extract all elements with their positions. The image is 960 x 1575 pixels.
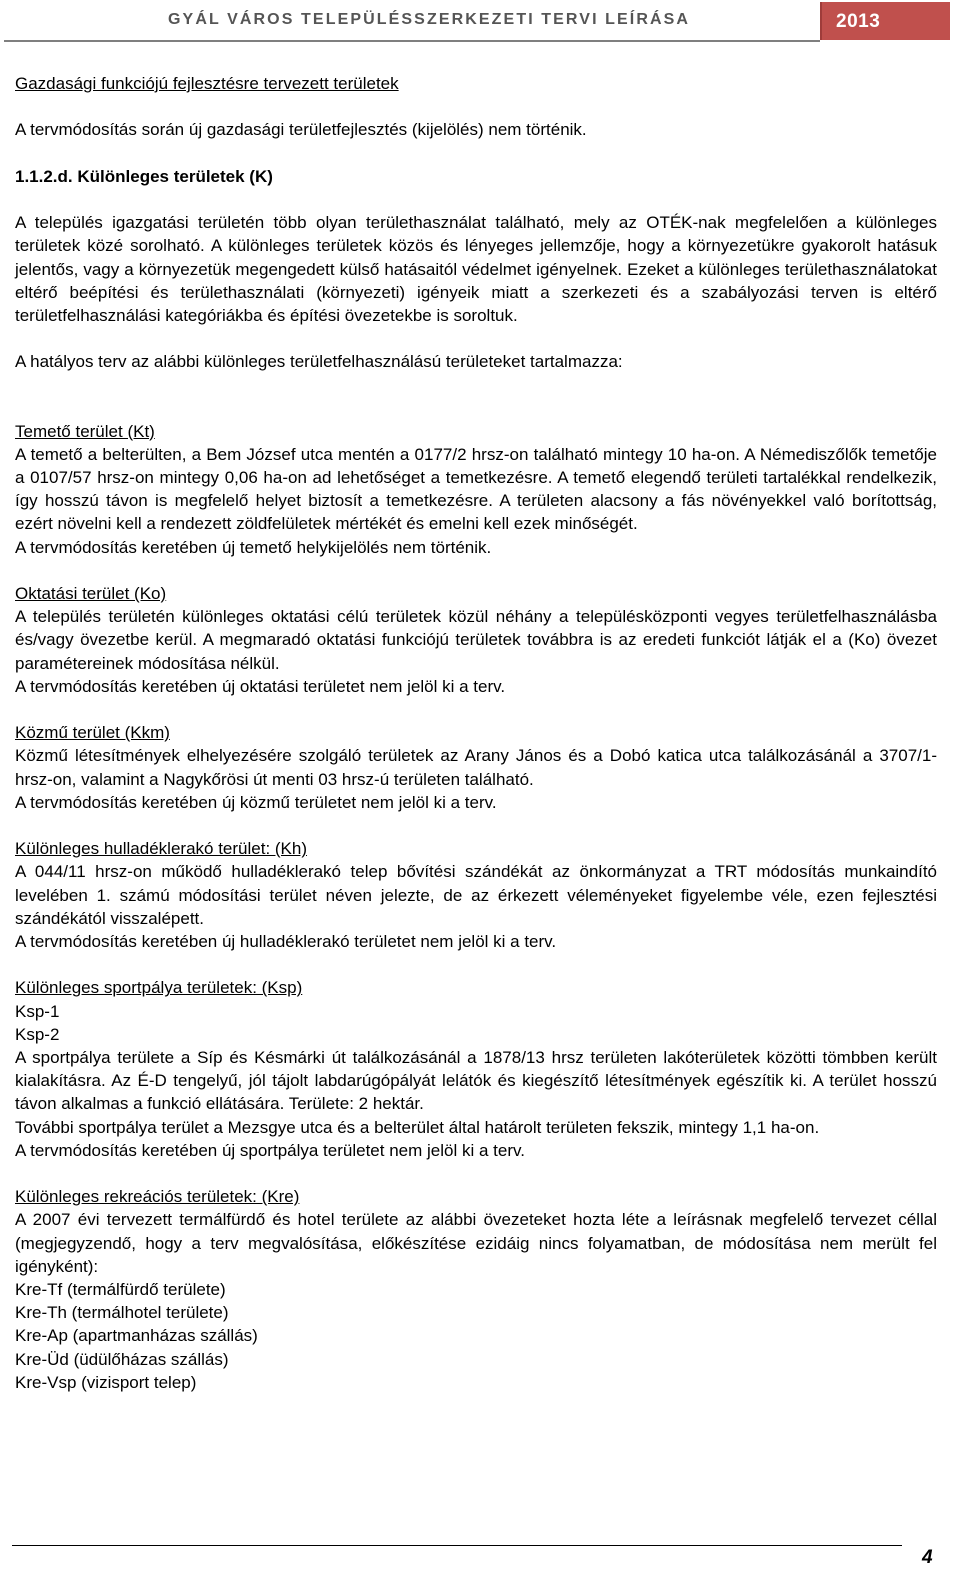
note-temeto: A tervmódosítás keretében új temető helykijelölés nem történik.	[15, 537, 492, 557]
page-number: 4	[922, 1547, 933, 1568]
document-title: GYÁL VÁROS TELEPÜLÉSSZERKEZETI TERVI LEÍRÁSA	[168, 11, 691, 28]
year-label: 2013	[836, 11, 881, 32]
list-item: Kre-Üd (üdülőházas szállás)	[15, 1349, 229, 1369]
paragraph-sport-2: További sportpálya terület a Mezsgye utca és a belterület által határolt területen fekszik, mintegy 1,1 ha-on.	[15, 1117, 820, 1137]
page-header	[0, 0, 960, 44]
paragraph-rekreacios: A 2007 évi tervezett termálfürdő és hotel területe az alábbi övezeteket hozta léte a leírásnak megfelelő tervezet céllal (megjegyzendő, hogy a terv megvalósítása, előkészítése ezidáig nincs folyamatban, de módosítása nem merült fel igényként):	[15, 1210, 937, 1276]
list-item: Kre-Ap (apartmanházas szállás)	[15, 1326, 258, 1346]
list-item: Ksp-2	[15, 1024, 60, 1044]
section-heading-kulonleges: 1.1.2.d. Különleges területek (K)	[15, 166, 273, 186]
list-item: Ksp-1	[15, 1001, 60, 1021]
section-heading-oktatasi: Oktatási terület (Ko)	[15, 583, 167, 603]
note-kozmu: A tervmódosítás keretében új közmű területet nem jelöl ki a terv.	[15, 792, 497, 812]
paragraph-kozmu: Közmű létesítmények elhelyezésére szolgáló területek az Arany János és a Dobó katica utca találkozásánál a 3707/1-hrsz-on, valamint a Nagykőrösi út menti 03 hrsz-ú területen található.	[15, 746, 937, 789]
paragraph-hatalyos-terv: A hatályos terv az alábbi különleges területfelhasználású területeket tartalmazza:	[15, 352, 623, 372]
section-heading-sport: Különleges sportpálya területek: (Ksp)	[15, 978, 303, 998]
section-heading-temeto: Temető terület (Kt)	[15, 421, 155, 441]
section-heading-rekreacios: Különleges rekreációs területek: (Kre)	[15, 1187, 300, 1207]
list-item: Kre-Tf (termálfürdő területe)	[15, 1280, 226, 1300]
note-oktatasi: A tervmódosítás keretében új oktatási területet nem jelöl ki a terv.	[15, 676, 506, 696]
header-rule	[4, 40, 820, 42]
paragraph-sport: A sportpálya területe a Síp és Késmárki út találkozásánál a 1878/13 hrsz területen lakóterületek közötti tömbben került kialakításra. Az É-D tengelyű, jól tájolt labdarúgópályát lelátók és kiegészítő létesítmények egészítik ki. A terület hosszú távon alkalmas a funkció ellátására. Területe: 2 hektár.	[15, 1048, 937, 1114]
paragraph-temeto: A temető a belterülten, a Bem József utca mentén a 0177/2 hrsz-on található mintegy 10 ha-on. A Némediszőlők temetője a 0107/57 hrsz-on mintegy 0,06 ha-on ad lehetőséget a temetkezésre. A temető elegendő területi tartalékkal rendelkezik, így hosszú távon is megfelelő helyet biztosít a temetkezésre. A területen alacsony a fás növényekkel való borítottság, ezért növelni kell a rendezett zöldfelületek mértékét és emelni kell ezek minőségét.	[15, 444, 937, 534]
paragraph-kulonleges: A település igazgatási területén több olyan területhasználat található, mely az OTÉK-nak megfelelően a különleges területek közé sorolható. A különleges területek közös és lényeges jellemzője, hogy a környezetükre gyakorolt hatásuk jelentős, vagy a környezetük megengedett külső hatásaitól védelmet igényelnek. Ezeket a különleges területhasználatokat eltérő beépítési és területhasználati (környezeti) igényeik miatt a szerkezeti és a szabályozási terven is eltérő területfelhasználási kategóriákba és építési övezetekbe is soroltuk.	[15, 213, 937, 325]
note-sport: A tervmódosítás keretében új sportpálya területet nem jelöl ki a terv.	[15, 1140, 525, 1160]
document-body	[15, 72, 937, 1394]
year-badge	[820, 2, 950, 40]
list-item: Kre-Vsp (vizisport telep)	[15, 1372, 197, 1392]
note-hulladek: A tervmódosítás keretében új hulladéklerakó területet nem jelöl ki a terv.	[15, 932, 557, 951]
footer-rule	[12, 1545, 902, 1546]
paragraph-gazdasagi: A tervmódosítás során új gazdasági területfejlesztés (kijelölés) nem történik.	[15, 120, 587, 140]
paragraph-hulladek: A 044/11 hrsz-on működő hulladéklerakó telep bővítési szándékát az önkormányzat a TRT módosítás munkaindító levelében 1. számú módosítási terület néven jelezte, de az érkezett véleményeket figyelembe véle, ezen fejlesztési szándékától visszalépett.	[15, 862, 937, 928]
paragraph-oktatasi: A település területén különleges oktatási célú területek közül néhány a településközponti vegyes területfelhasználásba és/vagy övezetbe kerül. A megmaradó oktatási funkciójú területek továbbra is az eredeti funkciót látják el a (Ko) övezet paramétereinek módosítása nélkül.	[15, 607, 937, 673]
section-heading-gazdasagi: Gazdasági funkciójú fejlesztésre tervezett területek	[15, 74, 399, 93]
section-heading-kozmu: Közmű terület (Kkm)	[15, 723, 170, 743]
section-heading-hulladek: Különleges hulladéklerakó terület: (Kh)	[15, 839, 308, 859]
list-item: Kre-Th (termálhotel területe)	[15, 1303, 229, 1323]
